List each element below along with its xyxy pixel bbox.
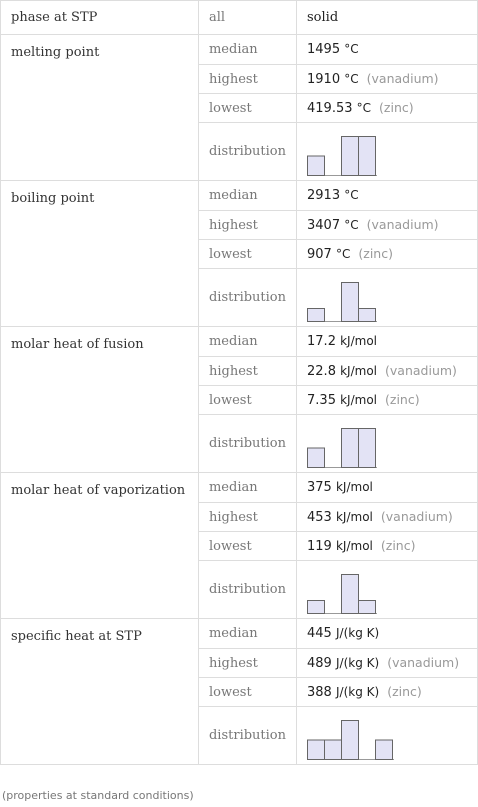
value-source-element: (zinc) <box>358 246 393 261</box>
value-source-element: (zinc) <box>379 100 414 115</box>
value-number: 375 <box>307 480 332 495</box>
histogram-bar <box>308 740 325 760</box>
stat-label-highest: highest <box>198 649 296 678</box>
value-unit: kJ/mol <box>340 364 378 378</box>
value-lowest <box>297 386 478 415</box>
header-row <box>1 1 478 35</box>
histogram-bar <box>308 156 325 176</box>
value-unit: °C <box>344 188 359 202</box>
stat-label-distribution: distribution <box>198 561 296 619</box>
value-median <box>297 619 478 649</box>
value-number: 419.53 <box>307 101 353 116</box>
value-unit: °C <box>356 101 372 115</box>
distribution-histogram <box>307 127 377 177</box>
value-distribution <box>297 561 478 619</box>
stat-label-highest: highest <box>198 65 296 94</box>
histogram-bar <box>325 740 342 760</box>
value-distribution <box>297 269 478 327</box>
value-number: 907 <box>307 247 332 262</box>
value-source-element: (zinc) <box>385 392 420 407</box>
value-number: 489 <box>307 656 332 671</box>
histogram-bar <box>359 428 376 467</box>
stat-label-lowest: lowest <box>198 386 296 415</box>
stat-label-median: median <box>198 473 296 503</box>
histogram-bar <box>342 282 359 321</box>
value-source-element: (zinc) <box>380 538 416 553</box>
value-distribution <box>297 707 478 765</box>
value-number: 119 <box>307 539 332 554</box>
stat-label-median: median <box>198 35 296 65</box>
row-median <box>1 181 478 211</box>
stat-label-lowest: lowest <box>198 94 296 123</box>
histogram-bar <box>342 136 359 175</box>
value-number: 1495 <box>307 42 341 57</box>
value-number: 3407 <box>307 218 341 233</box>
stat-label-highest: highest <box>198 503 296 532</box>
row-median <box>1 35 478 65</box>
value-distribution <box>297 123 478 181</box>
value-median <box>297 327 478 357</box>
value-unit: °C <box>344 72 359 86</box>
value-distribution <box>297 415 478 473</box>
value-source-element: (vanadium) <box>366 71 439 86</box>
value-number: 445 <box>307 626 332 641</box>
value-lowest <box>297 678 478 707</box>
property-name: molar heat of fusion <box>1 327 199 473</box>
value-number: 1910 <box>307 72 341 87</box>
value-unit: kJ/mol <box>335 510 373 524</box>
value-unit: °C <box>344 42 359 56</box>
value-number: 453 <box>307 510 332 525</box>
property-name: melting point <box>1 35 199 181</box>
stat-label-distribution: distribution <box>198 707 296 765</box>
value-number: 7.35 <box>307 393 336 408</box>
stat-label-distribution: distribution <box>198 269 296 327</box>
stat-label-distribution: distribution <box>198 415 296 473</box>
value-unit: kJ/mol <box>340 393 378 407</box>
header-solid: solid <box>297 1 478 35</box>
row-median <box>1 327 478 357</box>
stat-label-median: median <box>198 327 296 357</box>
stat-label-highest: highest <box>198 357 296 386</box>
histogram-bar <box>308 600 325 613</box>
histogram-bar <box>342 720 359 759</box>
value-highest <box>297 503 478 532</box>
value-median <box>297 35 478 65</box>
histogram-bar <box>308 448 325 468</box>
value-highest <box>297 211 478 240</box>
distribution-histogram <box>307 565 377 615</box>
value-unit: J/(kg K) <box>335 656 380 670</box>
value-number: 388 <box>307 685 332 700</box>
value-unit: °C <box>335 247 351 261</box>
value-highest <box>297 649 478 678</box>
row-median <box>1 473 478 503</box>
value-source-element: (vanadium) <box>385 363 457 378</box>
stat-label-lowest: lowest <box>198 678 296 707</box>
histogram-bar <box>308 308 325 321</box>
header-phase: phase at STP <box>1 1 199 35</box>
value-lowest <box>297 240 478 269</box>
stat-label-distribution: distribution <box>198 123 296 181</box>
histogram-bar <box>359 308 376 321</box>
property-name: molar heat of vaporization <box>1 473 199 619</box>
value-unit: kJ/mol <box>335 539 373 553</box>
property-name: boiling point <box>1 181 199 327</box>
histogram-bar <box>359 136 376 175</box>
property-name: specific heat at STP <box>1 619 199 765</box>
value-unit: kJ/mol <box>335 480 373 494</box>
histogram-bar <box>342 574 359 613</box>
stat-label-lowest: lowest <box>198 240 296 269</box>
distribution-histogram <box>307 419 377 469</box>
value-unit: J/(kg K) <box>335 626 380 640</box>
histogram-bar <box>342 428 359 467</box>
stat-label-highest: highest <box>198 211 296 240</box>
histogram-bar <box>376 740 393 760</box>
value-lowest <box>297 94 478 123</box>
value-median <box>297 181 478 211</box>
stat-label-lowest: lowest <box>198 532 296 561</box>
value-unit: kJ/mol <box>340 334 378 348</box>
footnote: (properties at standard conditions) <box>2 789 194 802</box>
value-highest <box>297 357 478 386</box>
distribution-histogram <box>307 273 377 323</box>
value-lowest <box>297 532 478 561</box>
distribution-histogram <box>307 711 394 761</box>
value-median <box>297 473 478 503</box>
value-unit: °C <box>344 218 359 232</box>
header-all: all <box>198 1 296 35</box>
value-source-element: (vanadium) <box>366 217 439 232</box>
value-number: 2913 <box>307 188 341 203</box>
stat-label-median: median <box>198 619 296 649</box>
value-source-element: (vanadium) <box>380 509 453 524</box>
value-highest <box>297 65 478 94</box>
value-unit: J/(kg K) <box>335 685 380 699</box>
stat-label-median: median <box>198 181 296 211</box>
value-source-element: (zinc) <box>387 684 422 699</box>
row-median <box>1 619 478 649</box>
histogram-bar <box>359 600 376 613</box>
value-number: 22.8 <box>307 364 336 379</box>
value-source-element: (vanadium) <box>387 655 460 670</box>
value-number: 17.2 <box>307 334 336 349</box>
